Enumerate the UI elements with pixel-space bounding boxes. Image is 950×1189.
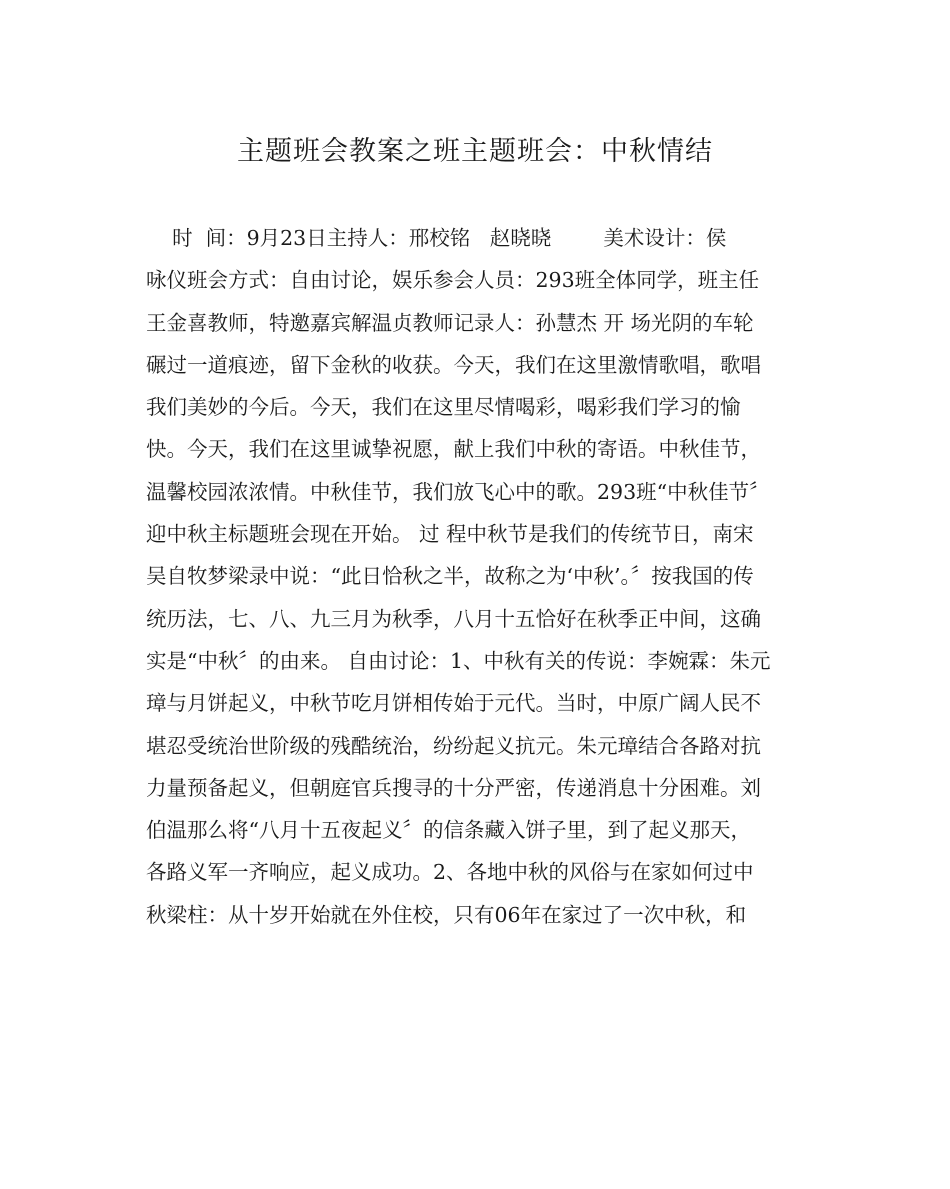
body-line: 温馨校园浓浓情。中秋佳节，我们放飞心中的歌。293班“中秋佳节〞 <box>146 479 770 504</box>
body-line: 迎中秋主标题班会现在开始。 过 程中秋节是我们的传统节日，南宋 <box>146 522 754 547</box>
body-line: 力量预备起义，但朝庭官兵搜寻的十分严密，传递消息十分困难。刘 <box>146 775 761 800</box>
body-line: 时 间：9月23日主持人：邢校铭 赵晓晓 美术设计：侯 <box>146 226 727 250</box>
body-line: 堪忍受统治世阶级的残酷统治，纷纷起义抗元。朱元璋结合各路对抗 <box>146 733 761 758</box>
body-line: 各路义军一齐响应，起义成功。2、各地中秋的风俗与在家如何过中 <box>146 860 754 885</box>
body-line: 咏仪班会方式：自由讨论，娱乐参会人员：293班全体同学，班主任 <box>146 268 760 293</box>
body-line: 伯温那么将“八月十五夜起义〞的信条藏入饼子里，到了起义那天， <box>146 818 751 843</box>
body-line: 吴自牧梦梁录中说：“此日恰秋之半，故称之为‘中秋’。〞按我国的传 <box>146 564 754 589</box>
body-line: 秋梁柱：从十岁开始就在外住校，只有06年在家过了一次中秋，和 <box>146 902 747 927</box>
document-body <box>146 224 816 943</box>
body-line: 碾过一道痕迹，留下金秋的收获。今天，我们在这里激情歌唱，歌唱 <box>146 352 761 377</box>
body-line: 实是“中秋〞的由来。 自由讨论：1、中秋有关的传说：李婉霖：朱元 <box>146 648 771 673</box>
document-title: 主题班会教案之班主题班会：中秋情结 <box>237 136 713 167</box>
body-line: 统历法，七、八、九三月为秋季，八月十五恰好在秋季正中间，这确 <box>146 606 761 631</box>
body-line: 璋与月饼起义，中秋节吃月饼相传始于元代。当时，中原广阔人民不 <box>146 691 761 716</box>
body-line: 我们美妙的今后。今天，我们在这里尽情喝彩，喝彩我们学习的愉 <box>146 395 741 420</box>
body-line: 王金喜教师，特邀嘉宾解温贞教师记录人：孙慧杰 开 场光阴的车轮 <box>146 310 754 335</box>
body-line: 快。今天，我们在这里诚挚祝愿，献上我们中秋的寄语。中秋佳节， <box>146 437 761 462</box>
